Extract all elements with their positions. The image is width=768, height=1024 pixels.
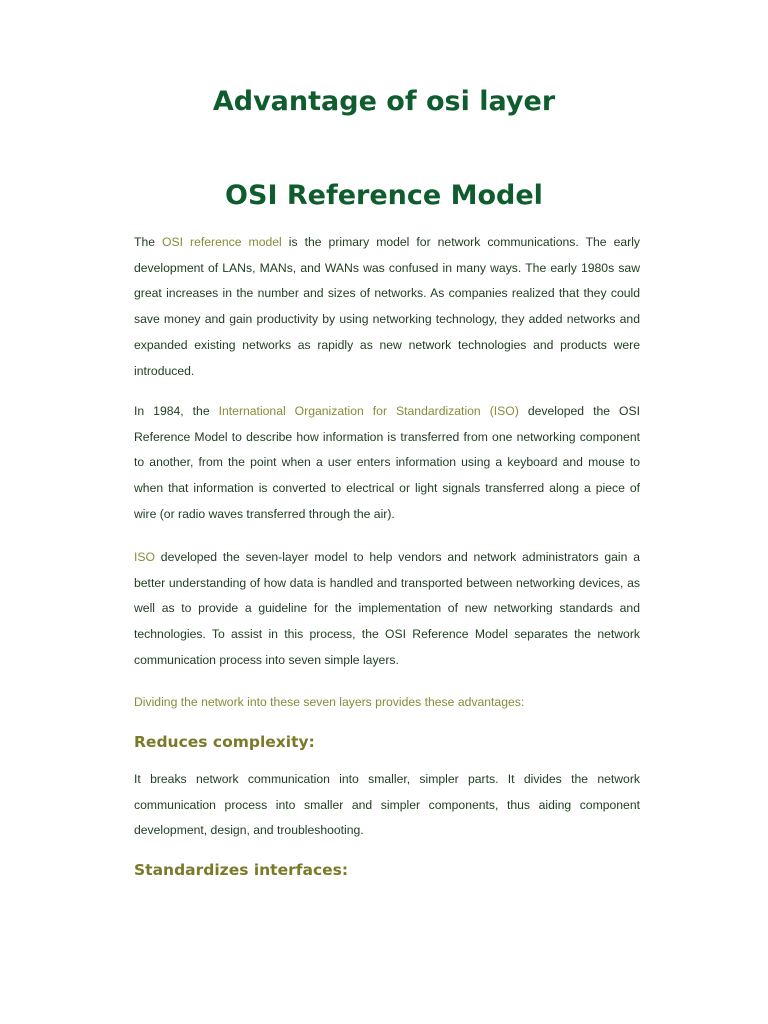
paragraph-intro-pre: The <box>134 235 163 249</box>
paragraph-intro <box>134 230 640 384</box>
heading-reduces-complexity: Reduces complexity: <box>134 733 315 751</box>
iso-organization-link[interactable]: International Organization for Standardization (ISO) <box>218 404 519 418</box>
page-title: Advantage of osi layer <box>212 86 556 117</box>
paragraph-advantages-intro: Dividing the network into these seven layers provides these advantages: <box>134 695 525 709</box>
paragraph-history-pre: In 1984, the <box>134 404 219 418</box>
paragraph-seven-layer-post: developed the seven-layer model to help vendors and network administrators gain a better understanding of how data is handled and transported between networking devices, as well as to provide a guideline for the implementation of new networking standards and technologies. To assist in this process, the OSI Reference Model separates the network communication process into seven simple layers. <box>134 550 640 667</box>
paragraph-history <box>134 399 640 528</box>
section-title: OSI Reference Model <box>225 180 543 211</box>
iso-link[interactable]: ISO <box>134 550 155 564</box>
paragraph-reduces-complexity: It breaks network communication into smaller, simpler parts. It divides the network communication process into smaller and simpler components, thus aiding component development, design, and troubleshooting. <box>134 772 640 838</box>
heading-standardizes-interfaces: Standardizes interfaces: <box>134 861 349 879</box>
osi-reference-model-link[interactable]: OSI reference model <box>162 235 282 249</box>
paragraph-seven-layer <box>134 545 640 674</box>
paragraph-history-post: developed the OSI Reference Model to describe how information is transferred from one networking component to another, from the point when a user enters information using a keyboard and mouse to when that information is converted to electrical or light signals transferred along a piece of wire (or radio waves transferred through the air). <box>134 404 641 521</box>
paragraph-intro-post: is the primary model for network communications. The early development of LANs, MANs, and WANs was confused in many ways. The early 1980s saw great increases in the number and sizes of networks. As companies realized that they could save money and gain productivity by using networking technology, they added networks and expanded existing networks as rapidly as new network technologies and products were introduced. <box>134 235 641 378</box>
